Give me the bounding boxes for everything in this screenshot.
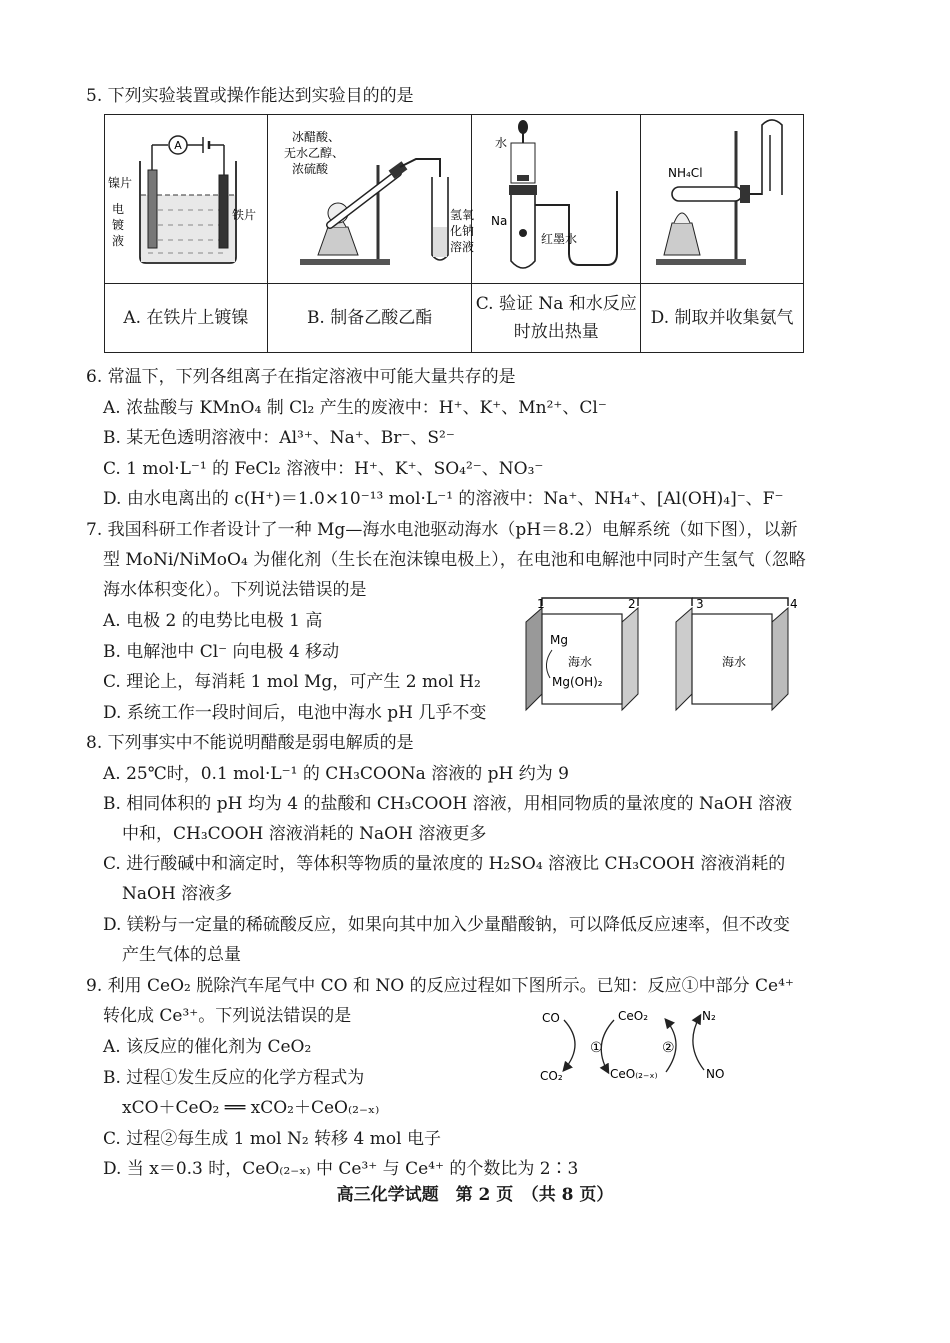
- plating-label-3: 液: [111, 234, 124, 248]
- q8-option-b-line1: B. 相同体积的 pH 均为 4 的盐酸和 CH₃COOH 溶液，用相同物质的量浓度的 NaOH 溶液: [103, 794, 793, 814]
- q9-option-a: A. 该反应的催化剂为 CeO₂: [103, 1037, 312, 1057]
- q5-caption-b: B. 制备乙酸乙酯: [267, 284, 472, 353]
- q9-stem-1: 9. 利用 CeO₂ 脱除汽车尾气中 CO 和 NO 的反应过程如下图所示。已知：反应①中部分 Ce⁴⁺: [86, 976, 794, 996]
- reagent-label-2: 无水乙醇、: [283, 146, 344, 160]
- q8-option-c-line2: NaOH 溶液多: [122, 884, 233, 904]
- q9-stem-2: 转化成 Ce³⁺。下列说法错误的是: [103, 1006, 352, 1026]
- reagent-label-1: 冰醋酸、: [291, 130, 340, 144]
- q9-cycle-figure: [534, 1000, 754, 1090]
- q7-stem-2: 型 MoNi/NiMoO₄ 为催化剂（生长在泡沫镍电极上），在电池和电解池中同时产生氢气（忽略: [103, 550, 806, 570]
- step2-label: ②: [662, 1040, 675, 1056]
- q6-stem: 6. 常温下，下列各组离子在指定溶液中可能大量共存的是: [86, 367, 516, 387]
- q8-option-a: A. 25℃时，0.1 mol·L⁻¹ 的 CH₃COONa 溶液的 pH 约为 9: [103, 764, 569, 784]
- q7-stem-3: 海水体积变化）。下列说法错误的是: [103, 580, 367, 600]
- q5-figure-a: [105, 115, 268, 284]
- nickel-label: 镍片: [107, 176, 132, 190]
- ammeter-label: A: [174, 139, 182, 152]
- plating-label-2: 镀: [111, 218, 124, 232]
- ink-label: 红墨水: [541, 232, 578, 246]
- q7-option-c: C. 理论上，每消耗 1 mol Mg，可产生 2 mol H₂: [103, 672, 481, 692]
- q6-option-b: B. 某无色透明溶液中：Al³⁺、Na⁺、Br⁻、S²⁻: [103, 428, 455, 448]
- q5-caption-a: A. 在铁片上镀镍: [105, 284, 268, 353]
- magnesium-label: Mg: [550, 633, 568, 647]
- electrode-2-label: 2: [628, 597, 636, 611]
- q5-caption-d: D. 制取并收集氨气: [641, 284, 804, 353]
- q5-caption-c-line1: C. 验证 Na 和水反应: [475, 294, 637, 314]
- water-label: 水: [495, 136, 508, 150]
- q7-option-b: B. 电解池中 Cl⁻ 向电极 4 移动: [103, 642, 340, 662]
- q5-caption-c-line2: 时放出热量: [513, 322, 599, 342]
- q7-stem-1: 7. 我国科研工作者设计了一种 Mg—海水电池驱动海水（pH＝8.2）电解系统（如下图），以新: [86, 520, 798, 540]
- sodium-label: Na: [491, 214, 508, 228]
- naoh-label-1: 氢氧: [449, 208, 474, 222]
- naoh-label-3: 溶液: [449, 240, 474, 254]
- plating-label-1: 电: [111, 202, 124, 216]
- step1-label: ①: [590, 1040, 603, 1056]
- q6-option-a: A. 浓盐酸与 KMnO₄ 制 Cl₂ 产生的废液中：H⁺、K⁺、Mn²⁺、Cl⁻: [103, 398, 607, 418]
- mgoh2-label: Mg(OH)₂: [552, 675, 603, 689]
- q7-option-a: A. 电极 2 的电势比电极 1 高: [103, 611, 323, 631]
- iron-label: 铁片: [231, 208, 256, 222]
- q8-option-c-line1: C. 进行酸碱中和滴定时，等体积等物质的量浓度的 H₂SO₄ 溶液比 CH₃COOH 溶液消耗的: [103, 854, 786, 874]
- reagent-label-3: 浓硫酸: [291, 162, 328, 176]
- q7-cell-figure: [512, 594, 807, 724]
- electrode-1-label: 1: [537, 597, 545, 611]
- q5-figure-d: [641, 115, 804, 284]
- q9-option-b: B. 过程①发生反应的化学方程式为: [103, 1068, 365, 1088]
- q8-stem: 8. 下列事实中不能说明醋酸是弱电解质的是: [86, 733, 414, 753]
- q5-figure-c: [472, 115, 641, 284]
- co2-label: CO₂: [540, 1069, 563, 1083]
- electrode-3-label: 3: [696, 597, 704, 611]
- q6-option-d: D. 由水电离出的 c(H⁺)＝1.0×10⁻¹³ mol·L⁻¹ 的溶液中：Na⁺、NH₄⁺、[Al(OH)₄]⁻、F⁻: [103, 489, 784, 509]
- ceo2-label: CeO₂: [618, 1009, 649, 1023]
- q9-option-d: D. 当 x＝0.3 时，CeO₍₂₋ₓ₎ 中 Ce³⁺ 与 Ce⁴⁺ 的个数比为 2∶3: [103, 1159, 579, 1179]
- q8-option-d-line2: 产生气体的总量: [122, 945, 241, 965]
- q6-option-c: C. 1 mol·L⁻¹ 的 FeCl₂ 溶液中：H⁺、K⁺、SO₄²⁻、NO₃⁻: [103, 459, 544, 479]
- ceo2-x-label: CeO₍₂₋ₓ₎: [610, 1067, 658, 1081]
- nh4cl-label: NH₄Cl: [668, 166, 703, 180]
- co-label: CO: [542, 1011, 560, 1025]
- q8-option-b-line2: 中和，CH₃COOH 溶液消耗的 NaOH 溶液更多: [122, 824, 487, 844]
- q5-caption-c: [472, 284, 641, 353]
- q7-option-d: D. 系统工作一段时间后，电池中海水 pH 几乎不变: [103, 703, 487, 723]
- q9-option-c: C. 过程②每生成 1 mol N₂ 转移 4 mol 电子: [103, 1129, 441, 1149]
- q8-option-d-line1: D. 镁粉与一定量的稀硫酸反应，如果向其中加入少量醋酸钠，可以降低反应速率，但不改变: [103, 915, 790, 935]
- q5-figure-b: [267, 115, 472, 284]
- seawater-label-2: 海水: [722, 655, 747, 669]
- seawater-label-1: 海水: [568, 655, 593, 669]
- page-footer: 高三化学试题 第 2 页 （共 8 页）: [336, 1185, 614, 1205]
- q5-stem: 5. 下列实验装置或操作能达到实验目的的是: [86, 86, 414, 106]
- naoh-label-2: 化钠: [449, 224, 474, 238]
- q5-apparatus-table: [104, 114, 804, 353]
- electrode-4-label: 4: [790, 597, 798, 611]
- q9-equation: xCO＋CeO₂ ══ xCO₂＋CeO₍₂₋ₓ₎: [122, 1098, 380, 1118]
- n2-label: N₂: [702, 1009, 716, 1023]
- no-label: NO: [706, 1067, 725, 1081]
